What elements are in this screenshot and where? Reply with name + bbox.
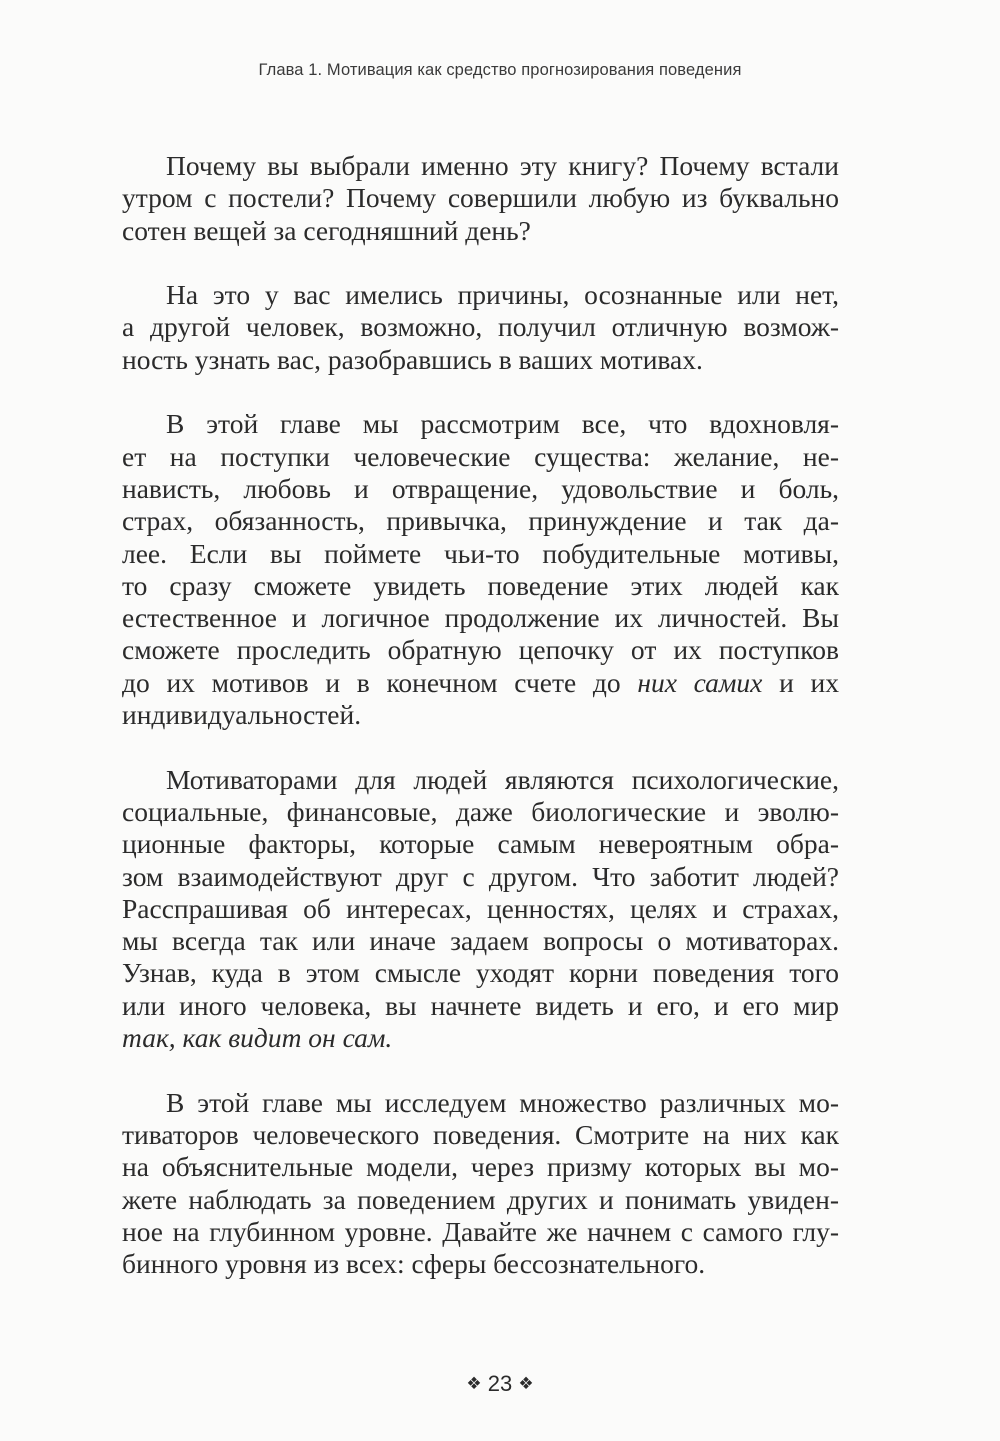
text-line: В этой главе мы рассмотрим все, что вдохновля- [166, 408, 839, 440]
text-segment: до их мотивов и в конечном счете до [122, 666, 638, 698]
text-line: утром с постели? Почему совершили любую из буквально [122, 182, 839, 214]
page-number-footer [0, 1371, 1000, 1397]
text-line: В этой главе мы исследуем множество различных мо- [166, 1086, 839, 1118]
text-line: Расспрашивая об интересах, ценностях, целях и страхах, [122, 892, 839, 924]
text-line: сотен вещей за сегодняшний день? [122, 214, 531, 246]
text-line: зом взаимодействуют друг с другом. Что заботит людей? [122, 860, 839, 892]
italic-emphasis: них самих [637, 666, 763, 698]
text-line: лее. Если вы поймете чьи-то побудительные мотивы, [122, 537, 839, 569]
text-line: мы всегда так или иначе задаем вопросы о мотиваторах. [122, 925, 839, 957]
text-line: Почему вы выбрали именно эту книгу? Почему встали [166, 150, 839, 181]
text-line: На это у вас имелись причины, осознанные или нет, [166, 279, 839, 311]
body-text [122, 150, 839, 1280]
text-line: сможете проследить обратную цепочку от их поступков [122, 634, 839, 666]
paragraph-4 [122, 764, 839, 1055]
italic-emphasis: так, как видит он сам. [122, 1022, 393, 1054]
text-line: ное на глубинном уровне. Давайте же начнем с самого глу- [122, 1215, 839, 1247]
text-line: Узнав, куда в этом смысле уходят корни поведения того [122, 957, 839, 989]
text-line: индивидуальностей. [122, 699, 362, 731]
paragraph-3 [122, 408, 839, 731]
ornament-icon: ❖ [518, 1374, 534, 1394]
text-line-italic [122, 1022, 839, 1054]
text-line: то сразу сможете увидеть поведение этих людей как [122, 569, 839, 601]
text-line: ционные факторы, которые самым невероятным обра- [122, 828, 839, 860]
text-line: страх, обязанность, привычка, принуждение и так да- [122, 505, 839, 537]
text-line: социальные, финансовые, даже биологические и эволю- [122, 795, 839, 827]
text-line: нависть, любовь и отвращение, удовольствие и боль, [122, 472, 839, 504]
page-number: 23 [487, 1371, 513, 1396]
text-line: Мотиваторами для людей являются психологические, [166, 763, 839, 795]
paragraph-5 [122, 1087, 839, 1281]
paragraph-1 [122, 150, 839, 247]
text-line: ет на поступки человеческие существа: желание, не- [122, 440, 839, 472]
text-line: естественное и логичное продолжение их личностей. Вы [122, 602, 839, 634]
text-line: а другой человек, возможно, получил отличную возмож- [122, 311, 839, 343]
paragraph-2 [122, 279, 839, 376]
text-line: ность узнать вас, разобравшись в ваших мотивах. [122, 343, 703, 375]
text-line: бинного уровня из всех: сферы бессознательного. [122, 1248, 706, 1280]
text-line-with-italic [122, 667, 839, 699]
text-line: жете наблюдать за поведением других и понимать увиден- [122, 1183, 839, 1215]
text-line: или иного человека, вы начнете видеть и его, и его мир [122, 989, 839, 1021]
text-segment: и их [762, 666, 839, 698]
ornament-icon: ❖ [466, 1374, 482, 1394]
text-line: на объяснительные модели, через призму которых вы мо- [122, 1151, 839, 1183]
text-line: тиваторов человеческого поведения. Смотрите на них как [122, 1118, 839, 1150]
running-header: Глава 1. Мотивация как средство прогнозирования поведения [258, 61, 742, 79]
